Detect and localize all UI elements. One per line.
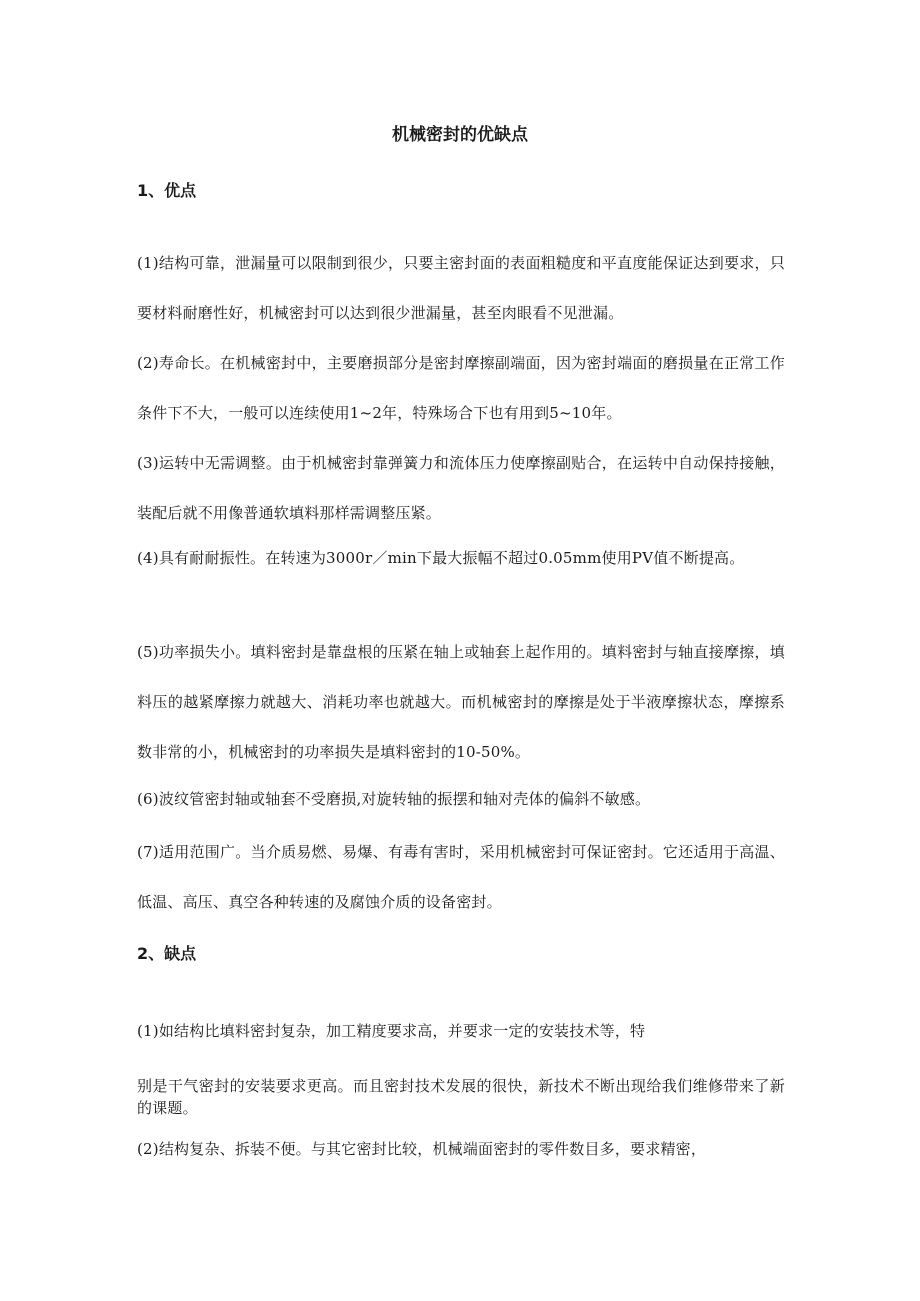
section-heading-disadvantages: 2、缺点 <box>137 944 197 963</box>
advantage-item-3: (3)运转中无需调整。由于机械密封靠弹簧力和流体压力使摩擦副贴合，在运转中自动保持接触，装配后就不用像普通软填料那样需调整压紧。 <box>137 454 785 522</box>
advantage-item-5: (5)功率损失小。填料密封是靠盘根的压紧在轴上或轴套上起作用的。填料密封与轴直接摩擦，填料压的越紧摩擦力就越大、消耗功率也就越大。而机械密封的摩擦是处于半液摩擦状态，摩擦系数非常的小，机械密封的功率损失是填料密封的10-50%。 <box>137 643 785 761</box>
advantage-item-2: (2)寿命长。在机械密封中，主要磨损部分是密封摩擦副端面，因为密封端面的磨损量在正常工作条件下不大，一般可以连续使用1~2年，特殊场合下也有用到5~10年。 <box>137 354 785 422</box>
disadvantage-item-2: (2)结构复杂、拆装不便。与其它密封比较，机械端面密封的零件数目多，要求精密， <box>137 1140 707 1158</box>
document-title: 机械密封的优缺点 <box>392 125 528 145</box>
disadvantage-item-1-continued: 别是干气密封的安装要求更高。而且密封技术发展的很快，新技术不断出现给我们维修带来了新的课题。 <box>137 1077 785 1117</box>
advantage-item-6: (6)波纹管密封轴或轴套不受磨损,对旋转轴的振摆和轴对壳体的偏斜不敏感。 <box>137 790 651 808</box>
section-heading-advantages: 1、优点 <box>137 181 197 200</box>
advantage-item-4: (4)具有耐耐振性。在转速为3000r／min下最大振幅不超过0.05mm使用PV值不断提高。 <box>137 549 745 567</box>
advantage-item-1: (1)结构可靠，泄漏量可以限制到很少，只要主密封面的表面粗糙度和平直度能保证达到要求，只要材料耐磨性好，机械密封可以达到很少泄漏量，甚至肉眼看不见泄漏。 <box>137 254 785 322</box>
advantage-item-7: (7)适用范围广。当介质易燃、易爆、有毒有害时，采用机械密封可保证密封。它还适用于高温、低温、高压、真空各种转速的及腐蚀介质的设备密封。 <box>137 843 785 911</box>
disadvantage-item-1: (1)如结构比填料密封复杂，加工精度要求高，并要求一定的安装技术等，特 <box>137 1022 646 1040</box>
